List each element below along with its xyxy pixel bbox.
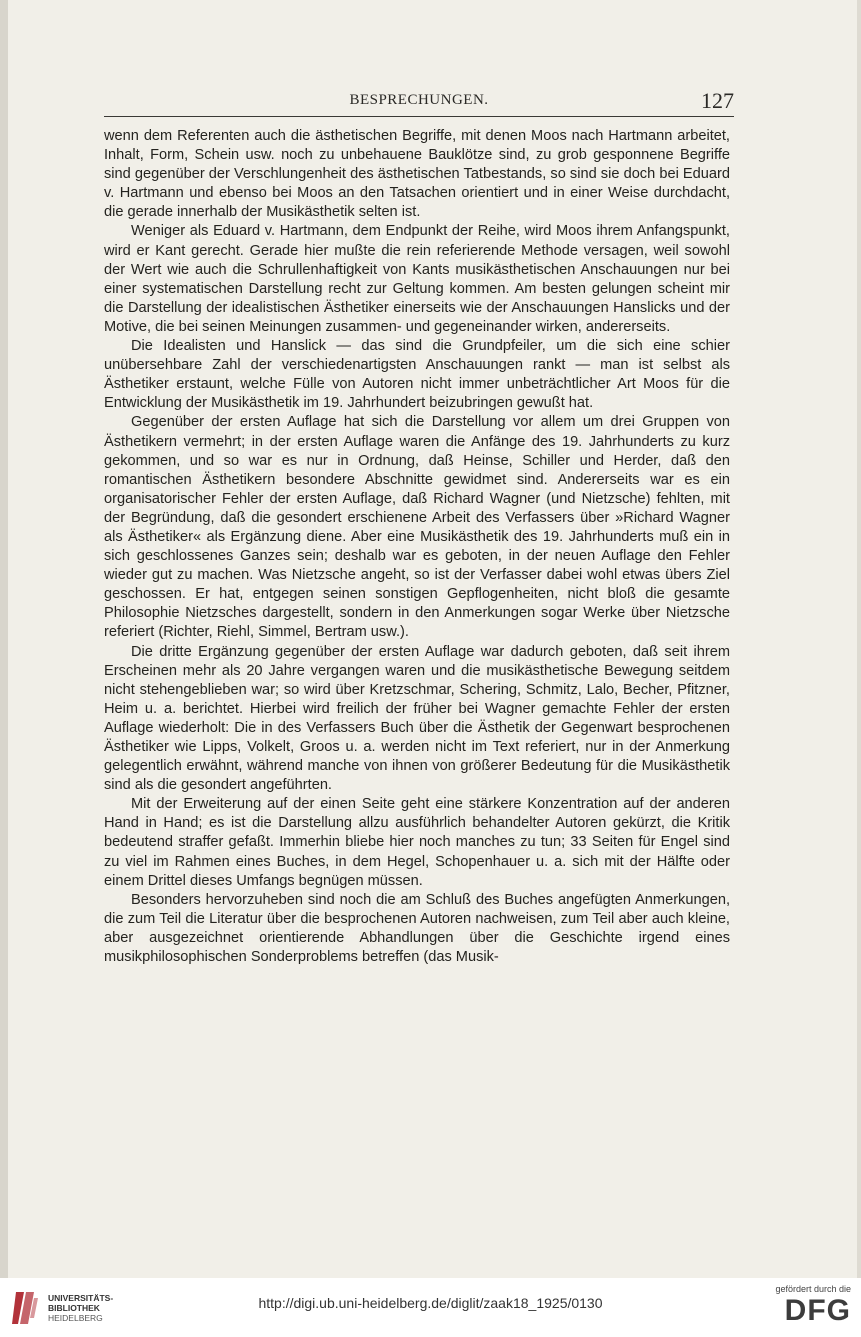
paragraph: wenn dem Referenten auch die ästhetischen Begriffe, mit denen Moos nach Hartmann arbeitet, Inhalt, Form, Schein usw. noch zu unbehauene Bauklötze sind, zu grob gesponnene Begriffe sind gegenüber der Verschlungenheit des ästhetischen Tatbestands, so sind sie doch bei Eduard v. Hartmann und ebenso bei Moos an den Tatsachen orientiert und in einer Weise durchdacht, die gerade innerhalb der Musikästhetik selten ist. [104,128,730,221]
funding-caption: gefördert durch die [775,1284,851,1294]
paragraph: Besonders hervorzuheben sind noch die am Schluß des Buches angefügten Anmerkungen, die zum Teil die Literatur über die besprochenen Autoren nachweisen, zum Teil aber auch kleine, aber ausgezeichnet orientierende Abhandlungen über die Geschichte irgend eines musikphilosophischen Sonderproblems betreffen (das Musik- [104,891,730,966]
dfg-logo-icon: DFG [784,1294,851,1327]
header-rule [104,116,734,117]
body-text [104,127,730,967]
running-title: BESPRECHUNGEN. [349,92,489,108]
paragraph: Die dritte Ergänzung gegenüber der ersten Auflage war dadurch geboten, daß seit ihrem Erscheinen mehr als 20 Jahre vergangen waren und die musikästhetische Bewegung seitdem nicht stehengeblieben war; so wird über Kretzschmar, Schering, Schmitz, Lalo, Becher, Pfitzner, Heim u. a. berichtet. Hierbei wird freilich der früher bei Wagner gemachte Fehler der ersten Auflage wiederholt: Die in des Verfassers Buch über die Ästhetik der Gegenwart besprochenen Ästhetiker wie Lipps, Volkelt, Groos u. a. werden nicht im Text referiert, nur in der Anmerkung gelegentlich erwähnt, während manche von ihnen von größerer Bedeutung für die Musikästhetik sind als die gesondert angeführten. [104,643,730,794]
page-number: 127 [701,88,734,113]
paragraph: Die Idealisten und Hanslick — das sind die Grundpfeiler, um die sich eine schier unübersehbare Zahl der verschiedenartigsten Anschauungen rankt — man ist selbst als Ästhetiker erstaunt, welche Fülle von Autoren nicht immer unbeträchtlicher Art Moos für die Entwicklung der Musikästhetik im 19. Jahrhundert beizubringen gewußt hat. [104,338,730,412]
library-name-line: UNIVERSITÄTS- [48,1293,114,1303]
page-right-edge [857,0,861,1278]
paragraph: Gegenüber der ersten Auflage hat sich die Darstellung vor allem um drei Gruppen von Ästhetikern vermehrt; in der ersten Auflage waren die Anfänge des 19. Jahrhunderts zu kurz gekommen, und so war es nur in Ordnung, daß Heinse, Schiller und Herder, daß den romantischen Ästhetikern besondere Abschnitte gewidmet sind. Andererseits war es ein organisatorischer Fehler der ersten Auflage, daß Richard Wagner (und Nietzsche) fehlten, mit der Begründung, daß die gesondert erschienene Arbeit des Verfassers über »Richard Wagner als Ästhetiker« als Ergänzung diene. Aber eine Musikästhetik des 19. Jahrhunderts muß ein in sich geschlossenes Ganzes sein; deshalb war es geboten, in der neuen Auflage den Fehler wieder gut zu machen. Was Nietzsche angeht, so ist der Verfasser dabei wohl etwas übers Ziel geschossen. Er hat, entgegen seinen sonstigen Gepflogenheiten, nicht bloß die gesamte Philosophie Nietzsches dargestellt, sondern in den Anmerkungen sogar Werke über Nietzsche referiert (Richter, Riehl, Simmel, Bertram usw.). [104,414,730,641]
dfg-funding-logo[interactable] [751,1284,851,1332]
paragraph: Mit der Erweiterung auf der einen Seite geht eine stärkere Konzentration auf der anderen Hand in Hand; es ist die Darstellung allzu ausführlich behandelter Autoren gekürzt, die Kritik bedeutend straffer gefaßt. Immerhin bliebe hier noch manches zu tun; 33 Seiten für Engel sind zu viel im Rahmen eines Buches, in dem Hegel, Schopenhauer u. a. sich mit der Hälfte oder einem Drittel dieses Umfangs begnügen müssen. [104,796,730,889]
page-binding-edge [0,0,8,1278]
page-header [104,88,734,122]
library-name-line: HEIDELBERG [48,1313,103,1323]
permalink-url[interactable]: http://digi.ub.uni-heidelberg.de/diglit/zaak18_1925/0130 [258,1295,603,1311]
viewer-footer [0,1278,861,1337]
library-name-line: BIBLIOTHEK [48,1303,100,1313]
paragraph: Weniger als Eduard v. Hartmann, dem Endpunkt der Reihe, wird Moos ihrem Anfangspunkt, wird er Kant gerecht. Gerade hier mußte die rein referierende Methode versagen, weil sowohl der Wert wie auch die Schrullenhaftigkeit von Kants musikästhetischen Anschauungen nur bei einer systematischen Darstellung recht zur Geltung kommen. Am besten gelungen scheint mir die Darstellung der idealistischen Ästhetiker einerseits wie der Anschauungen Hanslicks und der Motive, die bei seinen Meinungen zusammen- und gegeneinander wirken, andererseits. [104,223,730,335]
